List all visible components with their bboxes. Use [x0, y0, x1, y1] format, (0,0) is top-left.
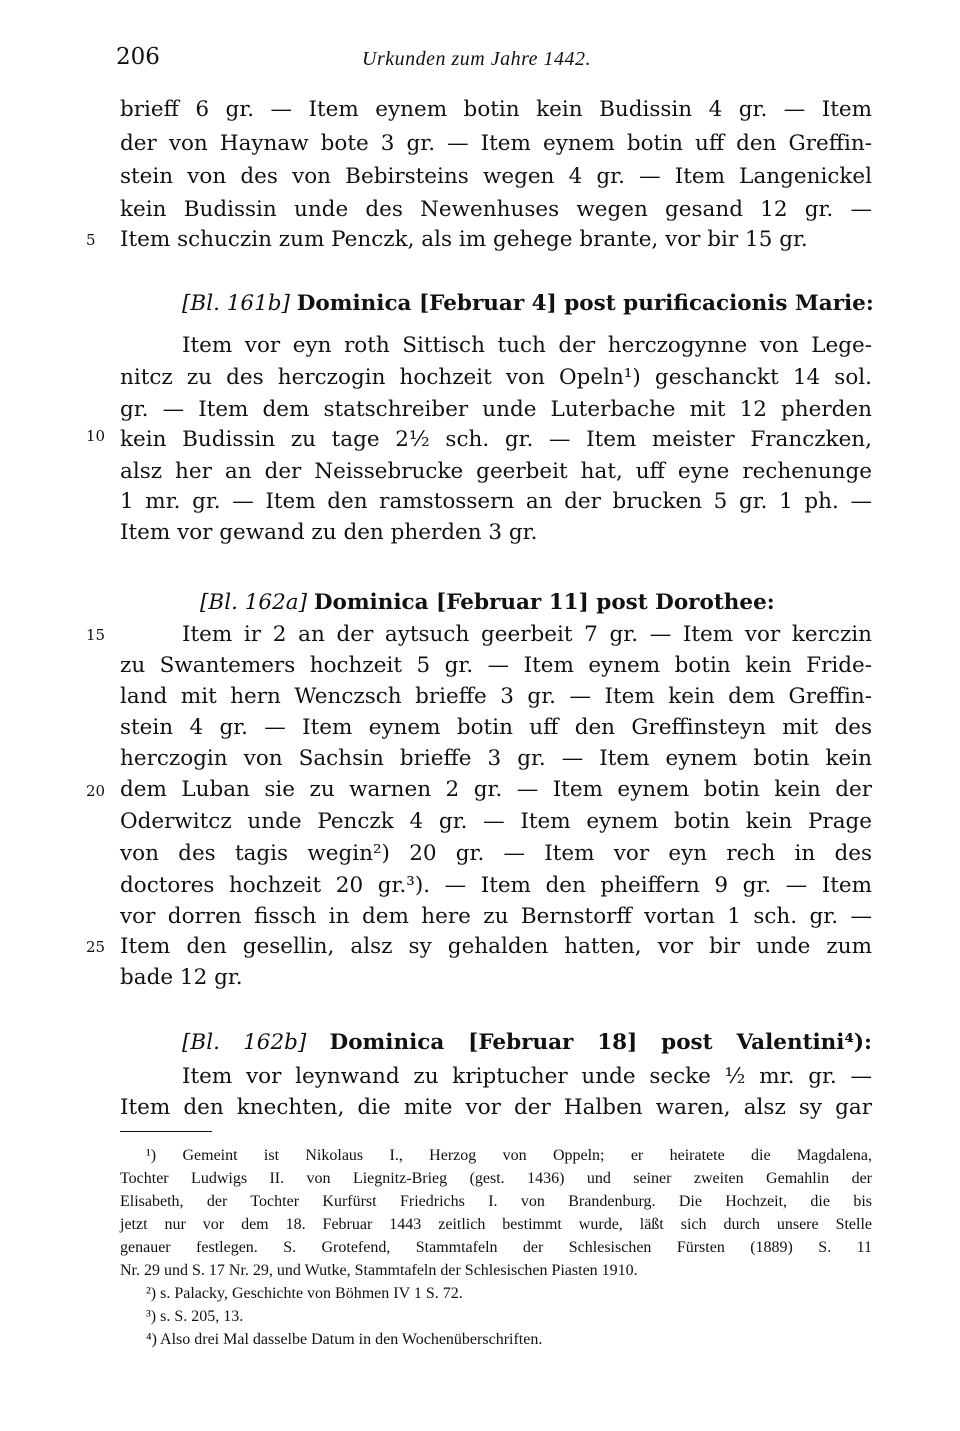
footnote-line: ¹) Gemeint ist Nikolaus I., Herzog von Oppeln; er heiratete die Magdalena, — [146, 1147, 872, 1164]
footnote-line: ²) s. Palacky, Geschichte von Böhmen IV 1 S. 72. — [146, 1285, 463, 1302]
text-line: Oderwitcz unde Penczk 4 gr. — Item eynem botin kein Prage — [120, 809, 872, 834]
text-line: kein Budissin zu tage 2½ sch. gr. — Item meister Franczken, — [120, 427, 872, 452]
text-line: der von Haynaw bote 3 gr. — Item eynem botin uff den Greffin- — [120, 131, 872, 156]
section-heading — [182, 286, 872, 322]
text-line: alsz her an der Neissebrucke geerbeit hat, uff eyne rechenunge — [120, 459, 872, 484]
footnote-line: Tochter Ludwigs II. von Liegnitz-Brieg (gest. 1436) und seiner zweiten Gemahlin der — [120, 1170, 872, 1187]
section-heading — [182, 1025, 872, 1061]
line-number: 10 — [86, 427, 106, 445]
page-header — [116, 44, 876, 80]
text-line: Item vor gewand zu den pherden 3 gr. — [120, 520, 538, 545]
text-line: doctores hochzeit 20 gr.³). — Item den pheiffern 9 gr. — Item — [120, 873, 872, 898]
text-line: dem Luban sie zu warnen 2 gr. — Item eynem botin kein der — [120, 777, 872, 802]
text-line: kein Budissin unde des Newenhuses wegen gesand 12 gr. — — [120, 197, 872, 222]
footnote-line: ⁴) Also drei Mal dasselbe Datum in den Wochenüberschriften. — [146, 1331, 543, 1348]
line-number: 20 — [86, 782, 106, 800]
text-line: vor dorren fissch in dem here zu Bernstorff vortan 1 sch. gr. — — [120, 904, 872, 929]
folio-reference: [Bl. 161b] — [182, 291, 290, 316]
footnote-line: jetzt nur vor dem 18. Februar 1443 zeitlich bestimmt wurde, läßt sich durch unsere Stelle — [120, 1216, 872, 1233]
footnote-rule — [120, 1131, 212, 1132]
footnote-line: Elisabeth, der Tochter Kurfürst Friedrichs I. von Brandenburg. Die Hochzeit, die bis — [120, 1193, 872, 1210]
line-number: 5 — [86, 231, 96, 249]
folio-reference: [Bl. 162b] — [182, 1030, 307, 1055]
text-line: Item vor leynwand zu kriptucher unde secke ½ mr. gr. — — [182, 1064, 872, 1089]
text-line: Item schuczin zum Penczk, als im gehege brante, vor bir 15 gr. — [120, 227, 808, 252]
running-title: Urkunden zum Jahre 1442. — [362, 48, 592, 70]
text-line: Item den knechten, die mite vor der Halben waren, alsz sy gar — [120, 1095, 872, 1120]
text-line: 1 mr. gr. — Item den ramstossern an der brucken 5 gr. 1 ph. — — [120, 489, 872, 514]
heading-title: Dominica [Februar 18] post Valentini⁴): — [329, 1030, 872, 1055]
text-line: zu Swantemers hochzeit 5 gr. — Item eynem botin kein Fride- — [120, 653, 872, 678]
section-heading — [200, 585, 872, 621]
footnote-line: ³) s. S. 205, 13. — [146, 1308, 244, 1325]
text-line: Item den gesellin, alsz sy gehalden hatten, vor bir unde zum — [120, 934, 872, 959]
text-line: Item vor eyn roth Sittisch tuch der herczogynne von Lege- — [182, 333, 872, 358]
text-line: stein 4 gr. — Item eynem botin uff den Greffinsteyn mit des — [120, 715, 872, 740]
text-line: gr. — Item dem statschreiber unde Luterbache mit 12 pherden — [120, 397, 872, 422]
text-line: nitcz zu des herczogin hochzeit von Opeln¹) geschanckt 14 sol. — [120, 365, 872, 390]
footnote-line: Nr. 29 und S. 17 Nr. 29, und Wutke, Stammtafeln der Schlesischen Piasten 1910. — [120, 1262, 638, 1279]
line-number: 15 — [86, 626, 106, 644]
text-line: brieff 6 gr. — Item eynem botin kein Budissin 4 gr. — Item — [120, 97, 872, 122]
heading-title: Dominica [Februar 4] post purificacionis Marie: — [296, 291, 874, 316]
page-number: 206 — [116, 44, 160, 70]
line-number: 25 — [86, 938, 106, 956]
text-line: stein von des von Bebirsteins wegen 4 gr. — Item Langenickel — [120, 164, 872, 189]
text-line: Item ir 2 an der aytsuch geerbeit 7 gr. — Item vor kerczin — [182, 622, 872, 647]
folio-reference: [Bl. 162a] — [200, 590, 307, 615]
text-line: bade 12 gr. — [120, 965, 243, 990]
heading-title: Dominica [Februar 11] post Dorothee: — [313, 590, 775, 615]
text-line: herczogin von Sachsin brieffe 3 gr. — Item eynem botin kein — [120, 746, 872, 771]
text-line: land mit hern Wenczsch brieffe 3 gr. — Item kein dem Greffin- — [120, 684, 872, 709]
footnote-line: genauer festlegen. S. Grotefend, Stammtafeln der Schlesischen Fürsten (1889) S. 11 — [120, 1239, 872, 1256]
text-line: von des tagis wegin²) 20 gr. — Item vor eyn rech in des — [120, 841, 872, 866]
